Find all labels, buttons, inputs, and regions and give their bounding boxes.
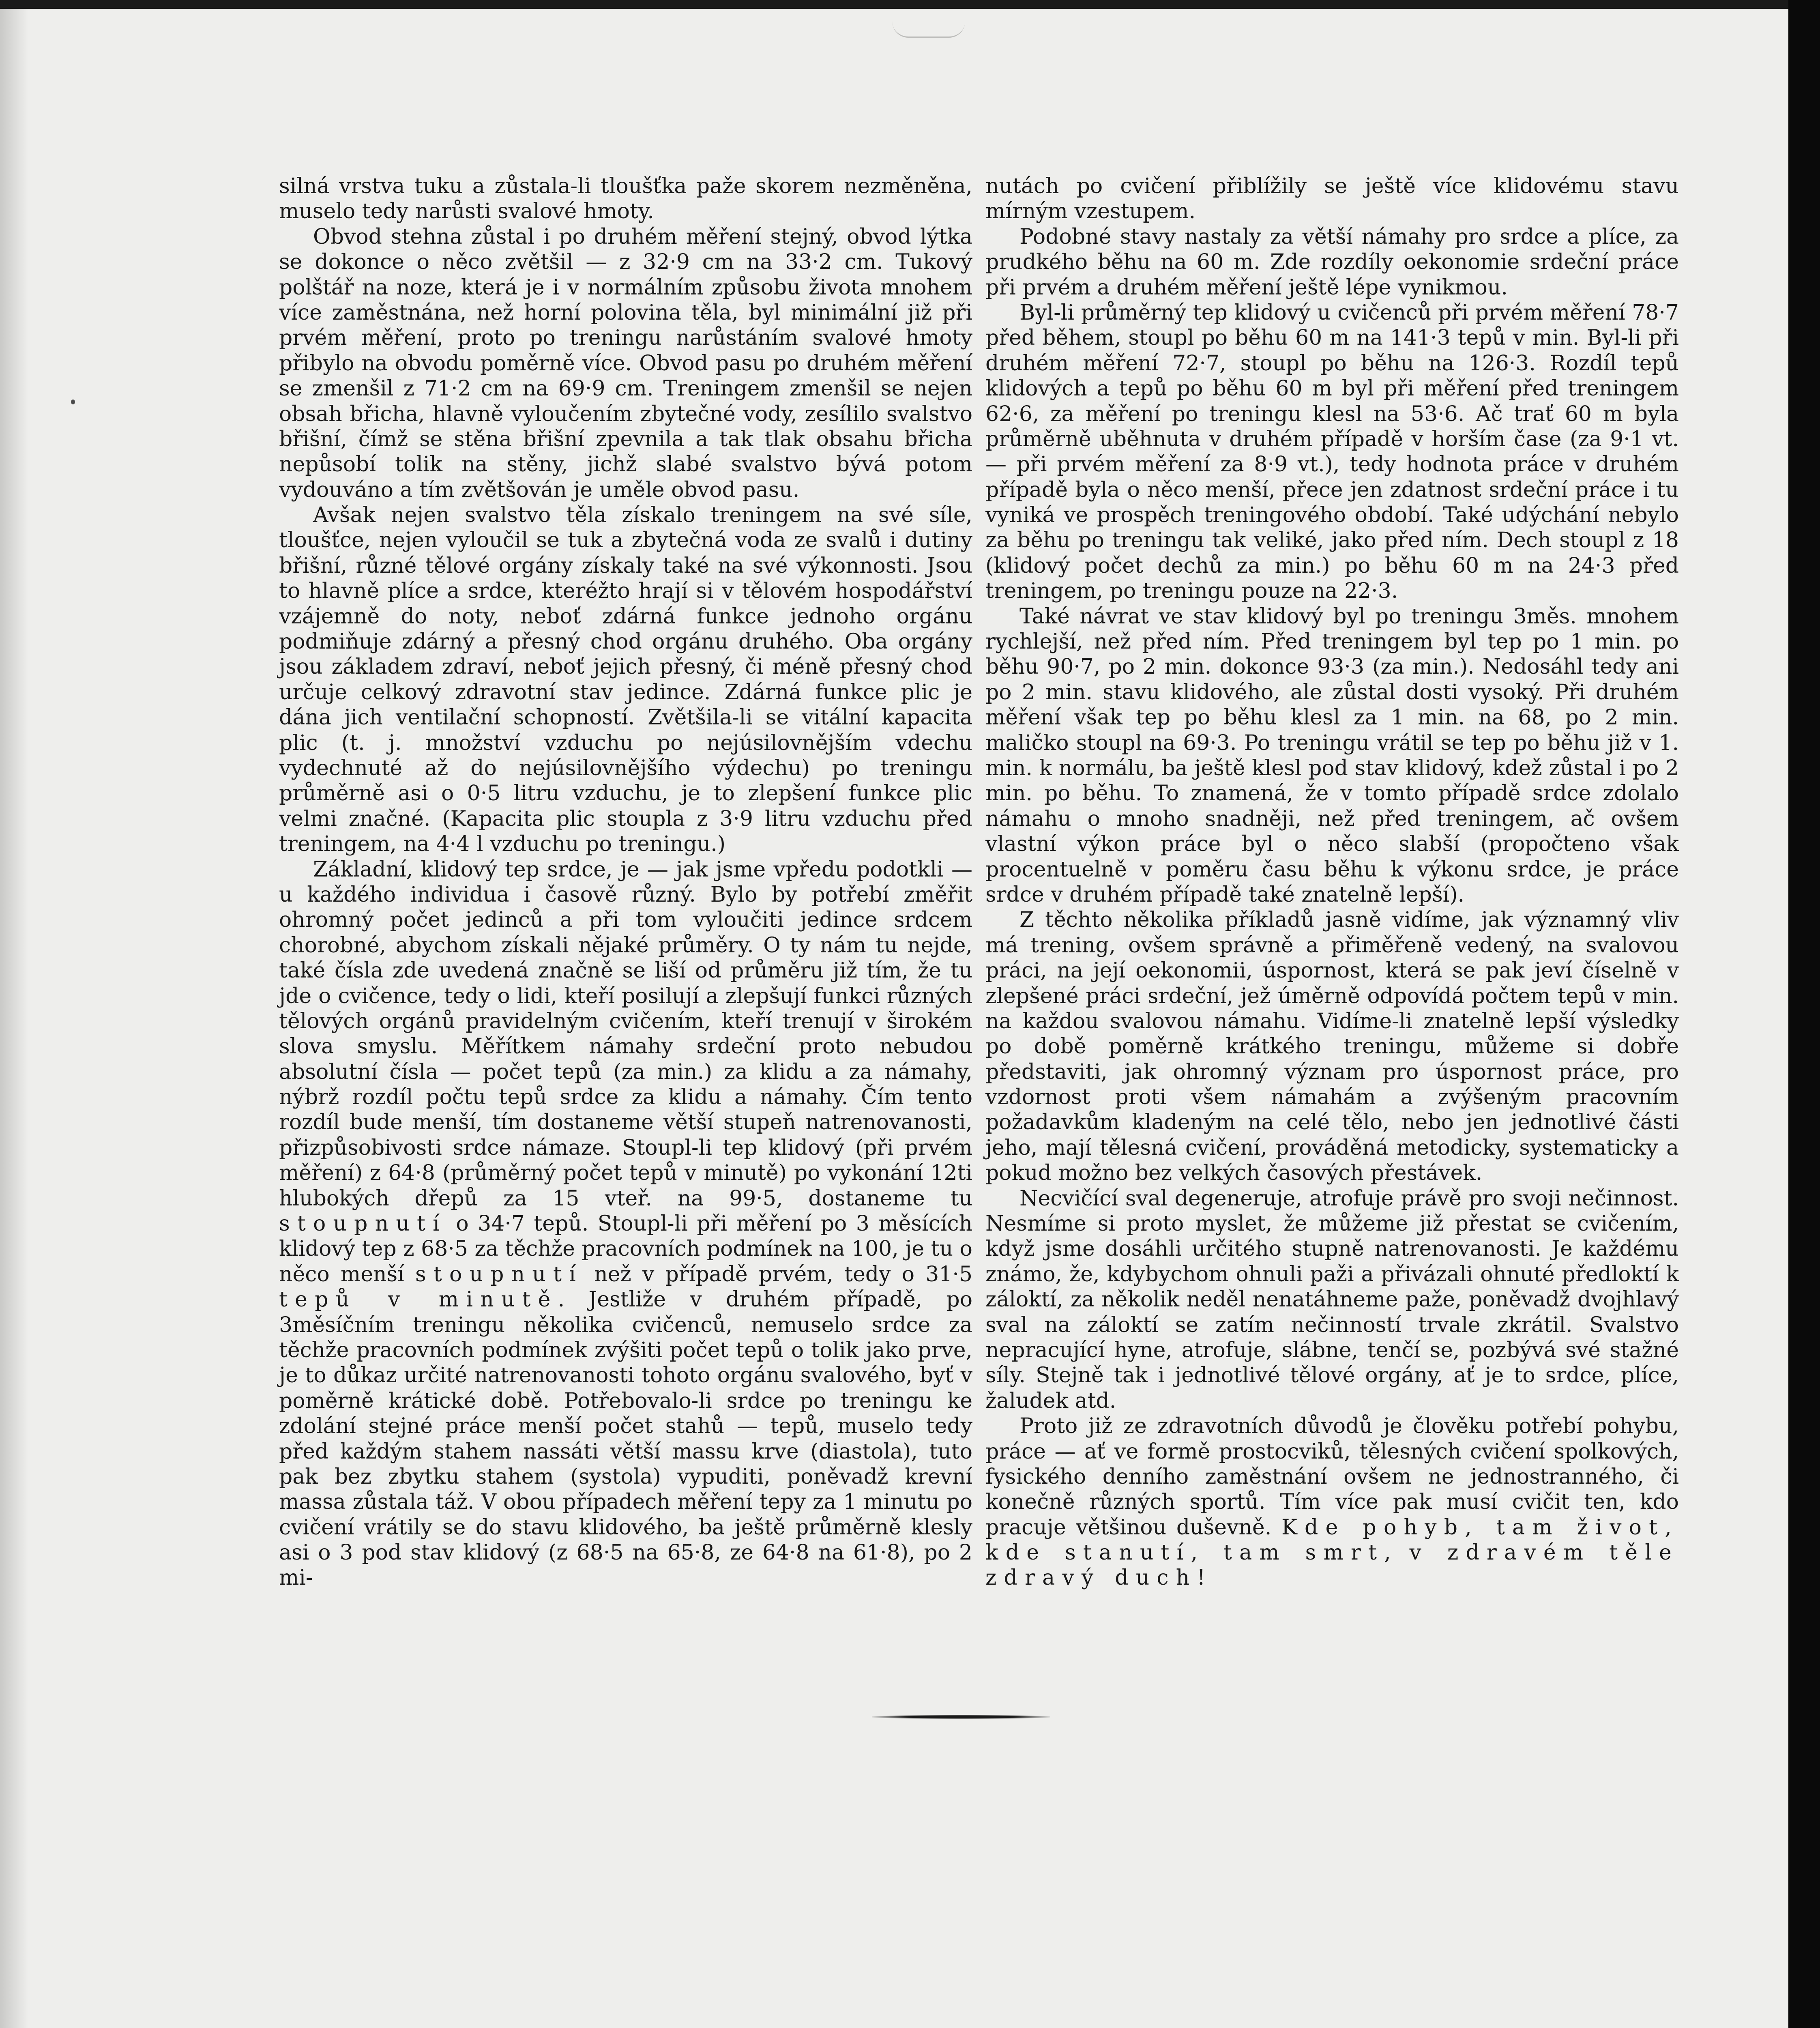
paragraph-text: o 34·7 tepů. Stoupl-li při měření po 3 měsících klidový tep z 68·5 za těchže pracovních podmínek na 100, je tu o něco menší — [279, 1212, 973, 1287]
scan-border-top — [0, 0, 1820, 9]
motto: Kde pohyb, tam život, kde stanutí, tam smrt, — [985, 1515, 1679, 1565]
left-column — [279, 174, 972, 1591]
paragraph-text: než v případě prvém, tedy o 31·5 — [594, 1262, 972, 1287]
paragraph-text: Proto již ze zdravotních důvodů je člověku potřebí pohybu, práce — ať ve formě prostocviků, tělesných cvičení spolkových, fysického denního zaměstnání ovšem ne jednostranného, či konečně různých sportů. Tím více pak musí cvičit ten, kdo pracuje většinou duševně. — [985, 1414, 1679, 1540]
motto: v zdravém těle zdravý duch! — [985, 1540, 1679, 1590]
scan-shadow — [0, 0, 28, 2028]
paragraph: silná vrstva tuku a zůstala-li tloušťka paže skorem nezměněna, muselo tedy narůsti svalové hmoty. — [279, 174, 972, 224]
paragraph: Necvičící sval degeneruje, atrofuje právě pro svoji nečinnost. Nesmíme si proto myslet, že můžeme již přestat se cvičením, když jsme dosáhli určitého stupně natrenovanosti. Je každému známo, že, kdybychom ohnuli paži a přivázali ohnuté předloktí k záloktí, za několik neděl nenatáhneme paže, poněvadž dvojhlavý sval na záloktí se zatím nečinností trvale zkrátil. Svalstvo nepracující hyne, atrofuje, slábne, tenčí se, pozbývá své stažné síly. Stejně tak i jednotlivé tělové orgány, ať je to srdce, plíce, žaludek atd. — [985, 1186, 1679, 1413]
section-divider — [872, 1715, 1050, 1719]
paragraph: Z těchto několika příkladů jasně vidíme, jak významný vliv má trening, ovšem správně a přiměřeně vedený, na svalovou práci, na její oekonomii, úspornost, která se pak jeví číselně v zlepšené práci srdeční, jež úměrně odpovídá počtem tepů v min. na každou svalovou námahu. Vidíme-li znatelně lepší výsledky po době poměrně krátkého treningu, můžeme si dobře představiti, jak ohromný význam pro úspornost práce, pro vzdornost proti všem námahám a zvýšeným pracovním požadavkům kladeným na celé tělo, nebo jen jednotlivé části jeho, mají tělesná cvičení, prováděná metodicky, systematicky a pokud možno bez velkých časových přestávek. — [985, 908, 1679, 1186]
paragraph: nutách po cvičení přiblížily se ještě více klidovému stavu mírným vzestupem. — [985, 174, 1679, 224]
paragraph-text: . Jestliže v druhém případě, po 3měsíčním treningu několika cvičenců, nemuselo srdce za těchže pracovních podmínek zvýšiti počet tepů o tolik jako prve, je to důkaz určité natrenovanosti tohoto orgánu svalového, byť v poměrně krátické době. Potřebovalo-li srdce po treningu ke zdolání stejné práce menší počet stahů — tepů, muselo tedy před každým stahem nassáti větší massu krve (diastola), tuto pak bez zbytku stahem (systola) vypuditi, poněvadž krevní massa zůstala táž. V obou případech měření tepy za 1 minutu po cvičení vrátily se do stavu klidového, ba ještě průměrně klesly asi o 3 pod stav klidový (z 68·5 na 65·8, ze 64·8 na 61·8), po 2 mi- — [279, 1287, 973, 1590]
paragraph-heart-rate — [279, 857, 972, 1591]
right-column — [985, 174, 1679, 1591]
spaced-term: stoupnutí — [279, 1212, 447, 1236]
scan-border-right — [1788, 0, 1820, 2028]
paragraph-closing — [985, 1414, 1679, 1591]
paragraph: Avšak nejen svalstvo těla získalo treningem na své síle, tloušťce, nejen vyloučil se tuk a zbytečná voda ze svalů i dutiny břišní, různé tělové orgány získaly také na své výkonnosti. Jsou to hlavně plíce a srdce, kteréžto hrají si v tělovém hospodářství vzájemně do noty, neboť zdárná funkce jednoho orgánu podmiňuje zdárný a přesný chod orgánu druhého. Oba orgány jsou základem zdraví, neboť jejich přesný, či méně přesný chod určuje celkový zdravotní stav jedince. Zdárná funkce plic je dána jich ventilační schopností. Zvětšila-li se vitální kapacita plic (t. j. množství vzduchu po nejúsilovnějším vdechu vydechnuté až do nejúsilovnějšího výdechu) po treningu průměrně asi o 0·5 litru vzduchu, je to zlepšení funkce plic velmi značné. (Kapacita plic stoupla z 3·9 litru vzduchu před treningem, na 4·4 l vzduchu po treningu.) — [279, 503, 972, 857]
spaced-term: stoupnutí — [415, 1262, 583, 1287]
scan-speck — [71, 400, 75, 404]
paragraph: Také návrat ve stav klidový byl po treningu 3měs. mnohem rychlejší, než před ním. Před treningem byl tep po 1 min. po běhu 90·7, po 2 min. dokonce 93·3 (za min.). Nedosáhl tedy ani po 2 min. stavu klidového, ale zůstal dosti vysoký. Při druhém měření však tep po běhu klesl za 1 min. na 68, po 2 min. maličko stoupl na 69·3. Po treningu vrátil se tep po běhu již v 1. min. k normálu, ba ještě klesl pod stav klidový, kdež zůstal i po 2 min. po běhu. To znamená, že v tomto případě srdce zdolalo námahu o mnoho snadněji, než před treningem, ač ovšem vlastní výkon práce byl o něco slabší (propočteno však procentuelně v poměru času běhu k výkonu srdce, je práce srdce v druhém případě také znatelně lepší). — [985, 604, 1679, 907]
header-mark — [892, 12, 965, 38]
paragraph-text: Základní, klidový tep srdce, je — jak jsme vpředu podotkli — u každého individua i časově různý. Bylo by potřebí změřit ohromný počet jedinců a při tom vyloučiti jedince srdcem chorobné, abychom získali nějaké průměry. O ty nám tu nejde, také čísla zde uvedená značně se liší od průměru již tím, že tu jde o cvičence, tedy o lidi, kteří posilují a zlepšují funkci různých tělových orgánů pravidelným cvičením, kteří trenují v širokém slova smyslu. Měřítkem námahy srdeční proto nebudou absolutní čísla — počet tepů (za min.) za klidu a za námahy, nýbrž rozdíl počtu tepů srdce za klidu a námahy. Čím tento rozdíl bude menší, tím dostaneme větší stupeň natrenovanosti, přizpůsobivosti srdce námaze. Stoupl-li tep klidový (při prvém měření) z 64·8 (průměrný počet tepů v minutě) po vykonání 12ti hlubokých dřepů za 15 vteř. na 99·5, dostaneme tu — [279, 857, 972, 1211]
paragraph: Obvod stehna zůstal i po druhém měření stejný, obvod lýtka se dokonce o něco zvětšil — z 32·9 cm na 33·2 cm. Tukový polštář na noze, která je i v normálním způsobu života mnohem více zaměstnána, než horní polovina těla, byl minimální již při prvém měření, proto po treningu narůstáním svalové hmoty přibylo na obvodu poměrně více. Obvod pasu po druhém měření se zmenšil z 71·2 cm na 69·9 cm. Treningem zmenšil se nejen obsah břicha, hlavně vyloučením zbytečné vody, zesílilo svalstvo břišní, čímž se stěna břišní zpevnila a tak tlak obsahu břicha nepůsobí tolik na stěny, jichž slabé svalstvo bývá potom vydouváno a tím zvětšován je uměle obvod pasu. — [279, 224, 972, 502]
paragraph: Byl-li průměrný tep klidový u cvičenců při prvém měření 78·7 před během, stoupl po běhu 60 m na 141·3 tepů v min. Byl-li při druhém měření 72·7, stoupl po běhu na 126·3. Rozdíl tepů klidových a tepů po běhu 60 m byl při měření před treningem 62·6, za měření po treningu klesl na 53·6. Ač trať 60 m byla průměrně uběhnuta v druhém případě v horším čase (za 9·1 vt. — při prvém měření za 8·9 vt.), tedy hodnota práce v druhém případě byla o něco menší, přece jen zdatnost srdeční práce i tu vyniká ve prospěch treningového období. Také udýchání nebylo za běhu po treningu tak veliké, jako před ním. Dech stoupl z 18 (klidový počet dechů za min.) po běhu 60 m na 24·3 před treningem, po treningu pouze na 22·3. — [985, 300, 1679, 604]
paragraph: Podobné stavy nastaly za větší námahy pro srdce a plíce, za prudkého běhu na 60 m. Zde rozdíly oekonomie srdeční práce při prvém a druhém měření ještě lépe vynikmou. — [985, 224, 1679, 300]
spaced-term: tepů v minutě — [279, 1287, 558, 1312]
